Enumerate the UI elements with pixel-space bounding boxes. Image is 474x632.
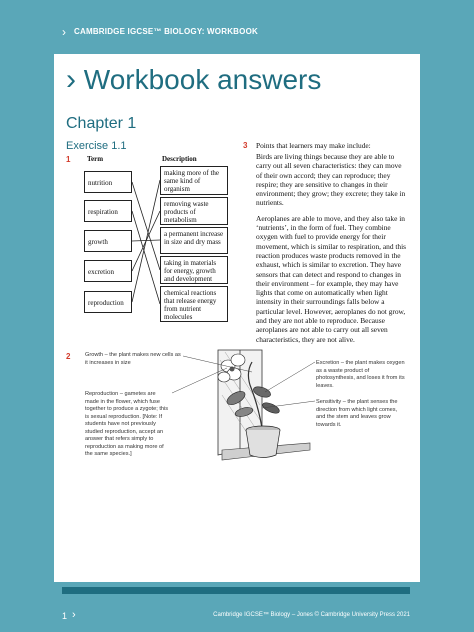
exercise-heading: Exercise 1.1 (66, 140, 127, 152)
term-cell: reproduction (84, 291, 132, 313)
q3-intro: Points that learners may make include: (256, 141, 371, 150)
term-cell: respiration (84, 200, 132, 222)
term-column-header: Term (87, 155, 104, 163)
footer-band (62, 587, 410, 594)
question-number: 3 (243, 141, 248, 150)
page-title-text: Workbook answers (83, 64, 322, 95)
term-cell: nutrition (84, 171, 132, 193)
term-cell: excretion (84, 260, 132, 282)
description-cell: removing waste products of metabolism (160, 197, 228, 225)
question-number: 2 (66, 352, 71, 361)
pointer-line (265, 362, 315, 392)
footer-copyright: Cambridge IGCSE™ Biology – Jones © Cambridge University Press 2021 (213, 612, 410, 618)
q3-paragraph: Birds are living things because they are able to carry out all seven characteristics: they can move of their own accord; they can reproduce; they respire; they are sensitive to changes in their environment; they grow; they excrete; they take in nutrients. (256, 152, 406, 208)
description-cell: chemical reactions that release energy from nutrient molecules (160, 286, 228, 322)
flower-pot-icon (246, 426, 280, 458)
description-column-header: Description (162, 155, 197, 163)
annotation-excretion: Excretion – the plant makes oxygen as a waste product of photosynthesis, and loses it from its leaves. (316, 360, 405, 389)
chevron-right-icon: › (72, 609, 76, 621)
annotation-growth: Growth – the plant makes new cells as it increases in size (85, 352, 181, 366)
running-header: CAMBRIDGE IGCSE™ BIOLOGY: WORKBOOK (74, 27, 258, 36)
term-cell: growth (84, 230, 132, 252)
page-number: 1 (62, 611, 68, 621)
chapter-heading: Chapter 1 (66, 115, 137, 132)
annotation-reproduction: Reproduction – gametes are made in the flower, which fuse together to produce a zygote; this is sexual reproduction. [Note: If students have not previously studied reproduction, accept an answer that refers simply to reproduction as making more of the same species.] (85, 391, 169, 457)
description-cell: a permanent increase in size and dry mass (160, 227, 228, 254)
q3-paragraph: Aeroplanes are able to move, and they also take in ‘nutrients’, in the form of fuel. They combine oxygen with fuel to provide energy for their movement, which is similar to respiration, and this reaction produces waste products removed in the exhaust, which is similar to excretion. They have sensors that can detect and respond to changes in their environment – for example, they may have lights that come on automatically when light intensity in their surroundings falls below a particular level. However, aeroplanes do not grow, and they are not able to reproduce. Because aeroplanes are not able to carry out all seven characteristics, they are not alive. (256, 213, 407, 344)
chevron-right-icon: › (66, 63, 76, 96)
description-cell: making more of the same kind of organism (160, 166, 228, 195)
chevron-right-icon: › (62, 25, 66, 39)
question-number: 1 (66, 155, 71, 164)
description-cell: taking in materials for energy, growth and development (160, 256, 228, 284)
annotation-sensitivity: Sensitivity – the plant senses the direction from which light comes, and the stem and leaves grow towards it. (316, 399, 398, 428)
